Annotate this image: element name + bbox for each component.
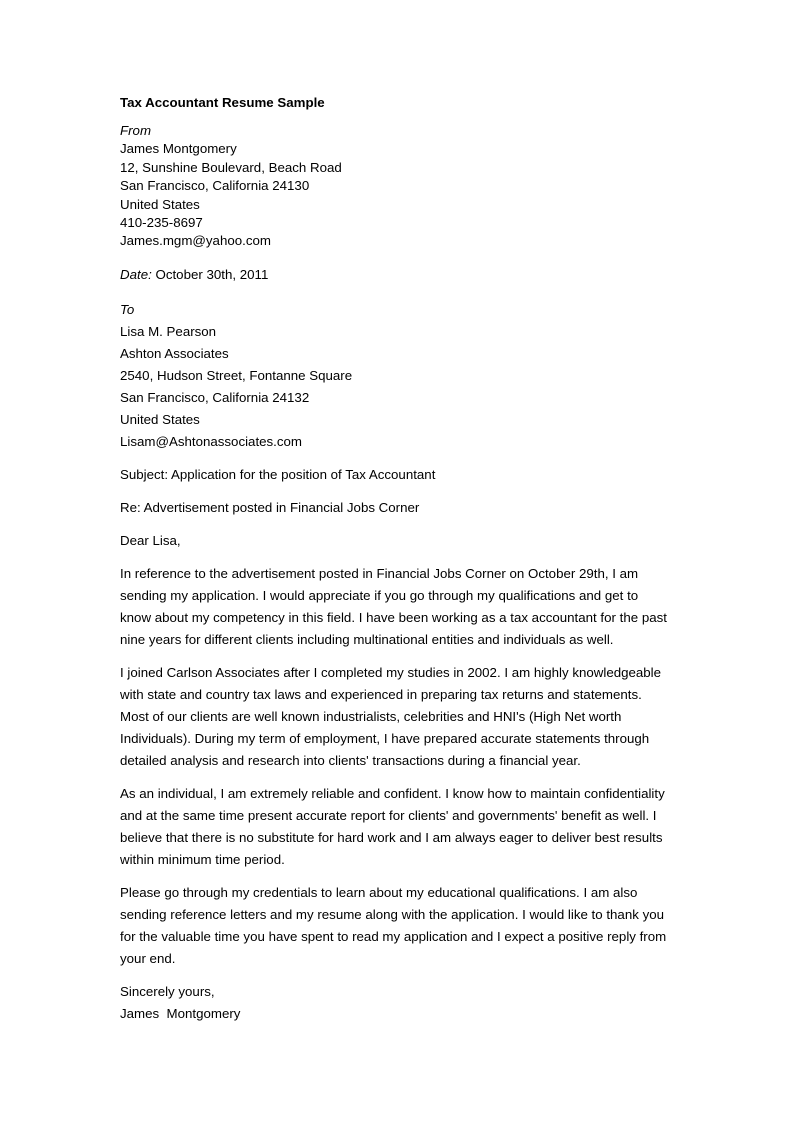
body-paragraph-1	[120, 563, 680, 651]
paragraph-line: your end.	[120, 951, 176, 967]
recipient-company: Ashton Associates	[120, 346, 229, 362]
sender-block	[120, 122, 680, 251]
sender-city: San Francisco, California 24130	[120, 178, 310, 194]
paragraph-line: within minimum time period.	[120, 852, 285, 868]
paragraph-line: Please go through my credentials to learn about my educational qualifications. I am also	[120, 885, 638, 901]
paragraph-line: sending reference letters and my resume along with the application. I would like to thank you	[120, 907, 665, 923]
recipient-block	[120, 299, 680, 453]
date-line	[120, 266, 680, 284]
date-label: Date:	[120, 266, 152, 282]
sender-phone: 410-235-8697	[120, 215, 203, 231]
paragraph-line: Individuals). During my term of employment, I have prepared accurate statements through	[120, 731, 650, 747]
date-value: October 30th, 2011	[155, 266, 269, 282]
re-line: Re: Advertisement posted in Financial Jobs Corner	[120, 500, 420, 516]
paragraph-line: for the valuable time you have spent to read my application and I expect a positive reply from	[120, 929, 667, 945]
sender-name: James Montgomery	[120, 141, 237, 157]
paragraph-line: Most of our clients are well known industrialists, celebrities and HNI's (High Net worth	[120, 709, 622, 725]
sender-street: 12, Sunshine Boulevard, Beach Road	[120, 159, 342, 175]
paragraph-line: nine years for different clients including multinational entities and individuals as well.	[120, 632, 614, 648]
recipient-street: 2540, Hudson Street, Fontanne Square	[120, 368, 353, 384]
recipient-name: Lisa M. Pearson	[120, 324, 217, 340]
subject-line: Subject: Application for the position of Tax Accountant	[120, 467, 436, 483]
letter-page	[120, 94, 680, 1025]
salutation: Dear Lisa,	[120, 533, 181, 549]
paragraph-line: I joined Carlson Associates after I completed my studies in 2002. I am highly knowledgeable	[120, 665, 662, 681]
recipient-email: Lisam@Ashtonassociates.com	[120, 434, 303, 450]
recipient-city: San Francisco, California 24132	[120, 390, 310, 406]
document-title: Tax Accountant Resume Sample	[120, 95, 325, 110]
recipient-country: United States	[120, 412, 200, 428]
paragraph-line: and at the same time present accurate report for clients' and governments' benefit as well. I	[120, 808, 657, 824]
paragraph-line: know about my competency in this field. I have been working as a tax accountant for the past	[120, 610, 667, 626]
body-paragraph-4	[120, 882, 680, 970]
paragraph-line: detailed analysis and research into clients' transactions during a financial year.	[120, 753, 581, 769]
body-paragraph-3	[120, 783, 680, 871]
to-label: To	[120, 302, 135, 318]
signature-name: James Montgomery	[120, 1006, 241, 1022]
paragraph-line: sending my application. I would appreciate if you go through my qualifications and get to	[120, 588, 639, 604]
from-label: From	[120, 123, 152, 138]
sender-email: James.mgm@yahoo.com	[120, 233, 271, 249]
sender-country: United States	[120, 196, 200, 212]
paragraph-line: In reference to the advertisement posted in Financial Jobs Corner on October 29th, I am	[120, 566, 639, 582]
body-paragraph-2	[120, 662, 680, 772]
closing-line: Sincerely yours,	[120, 984, 215, 1000]
paragraph-line: believe that there is no substitute for hard work and I am always eager to deliver best results	[120, 830, 663, 846]
closing-block	[120, 981, 680, 1025]
paragraph-line: with state and country tax laws and experienced in preparing tax returns and statements.	[120, 687, 642, 703]
paragraph-line: As an individual, I am extremely reliable and confident. I know how to maintain confidentiality	[120, 786, 665, 802]
